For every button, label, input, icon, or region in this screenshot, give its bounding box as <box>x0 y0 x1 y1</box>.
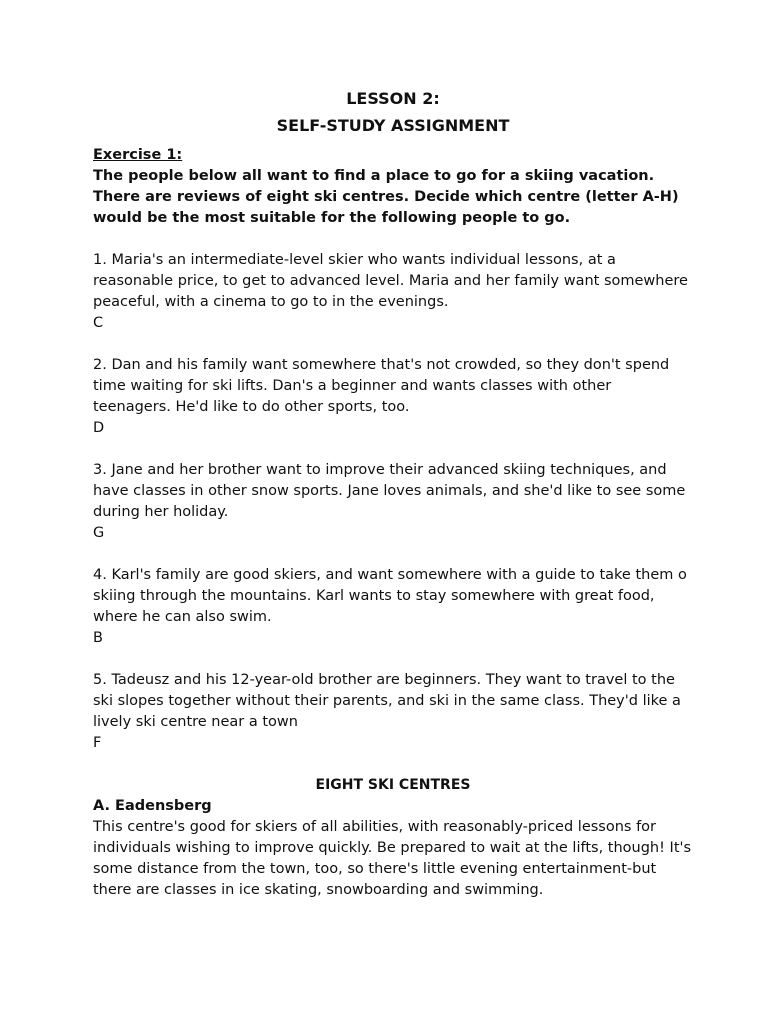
question-item <box>93 250 693 334</box>
question-text: 3. Jane and her brother want to improve their advanced skiing techniques, and have classes in other snow sports. Jane loves animals, and she'd like to see some during her holiday. <box>93 462 686 520</box>
exercise-instructions: The people below all want to find a place to go for a skiing vacation. There are reviews of eight ski centres. Decide which centre (letter A-H) would be the most suitable for the following people to go. <box>93 168 679 226</box>
exercise-heading: Exercise 1: <box>93 147 183 163</box>
question-item <box>93 670 693 754</box>
question-answer: B <box>93 630 103 646</box>
question-text: 4. Karl's family are good skiers, and want somewhere with a guide to take them o skiing through the mountains. Karl wants to stay somewhere with great food, where he can also swim. <box>93 567 687 625</box>
question-text: 1. Maria's an intermediate-level skier who wants individual lessons, at a reasonable price, to get to advanced level. Maria and her family want somewhere peaceful, with a cinema to go to in the evenings. <box>93 252 688 310</box>
question-text: 5. Tadeusz and his 12-year-old brother are beginners. They want to travel to the ski slopes together without their parents, and ski in the same class. They'd like a lively ski centre near a town <box>93 672 681 730</box>
question-answer: C <box>93 315 104 331</box>
centre-description: This centre's good for skiers of all abilities, with reasonably-priced lessons for individuals wishing to improve quickly. Be prepared to wait at the lifts, though! It's some distance from the town, too, so there's little evening entertainment-but there are classes in ice skating, snowboarding and swimming. <box>93 819 692 898</box>
centres-heading: EIGHT SKI CENTRES <box>315 777 471 793</box>
document-page <box>93 86 693 901</box>
question-item <box>93 355 693 439</box>
question-answer: G <box>93 525 105 541</box>
lesson-title: LESSON 2: <box>346 89 440 108</box>
question-text: 2. Dan and his family want somewhere that's not crowded, so they don't spend time waiting for ski lifts. Dan's a beginner and wants classes with other teenagers. He'd like to do other sports, too. <box>93 357 670 415</box>
centre-name: A. Eadensberg <box>93 798 212 814</box>
lesson-subtitle: SELF-STUDY ASSIGNMENT <box>276 116 510 135</box>
question-item <box>93 565 693 649</box>
question-answer: D <box>93 420 105 436</box>
question-item <box>93 460 693 544</box>
question-answer: F <box>93 735 102 751</box>
